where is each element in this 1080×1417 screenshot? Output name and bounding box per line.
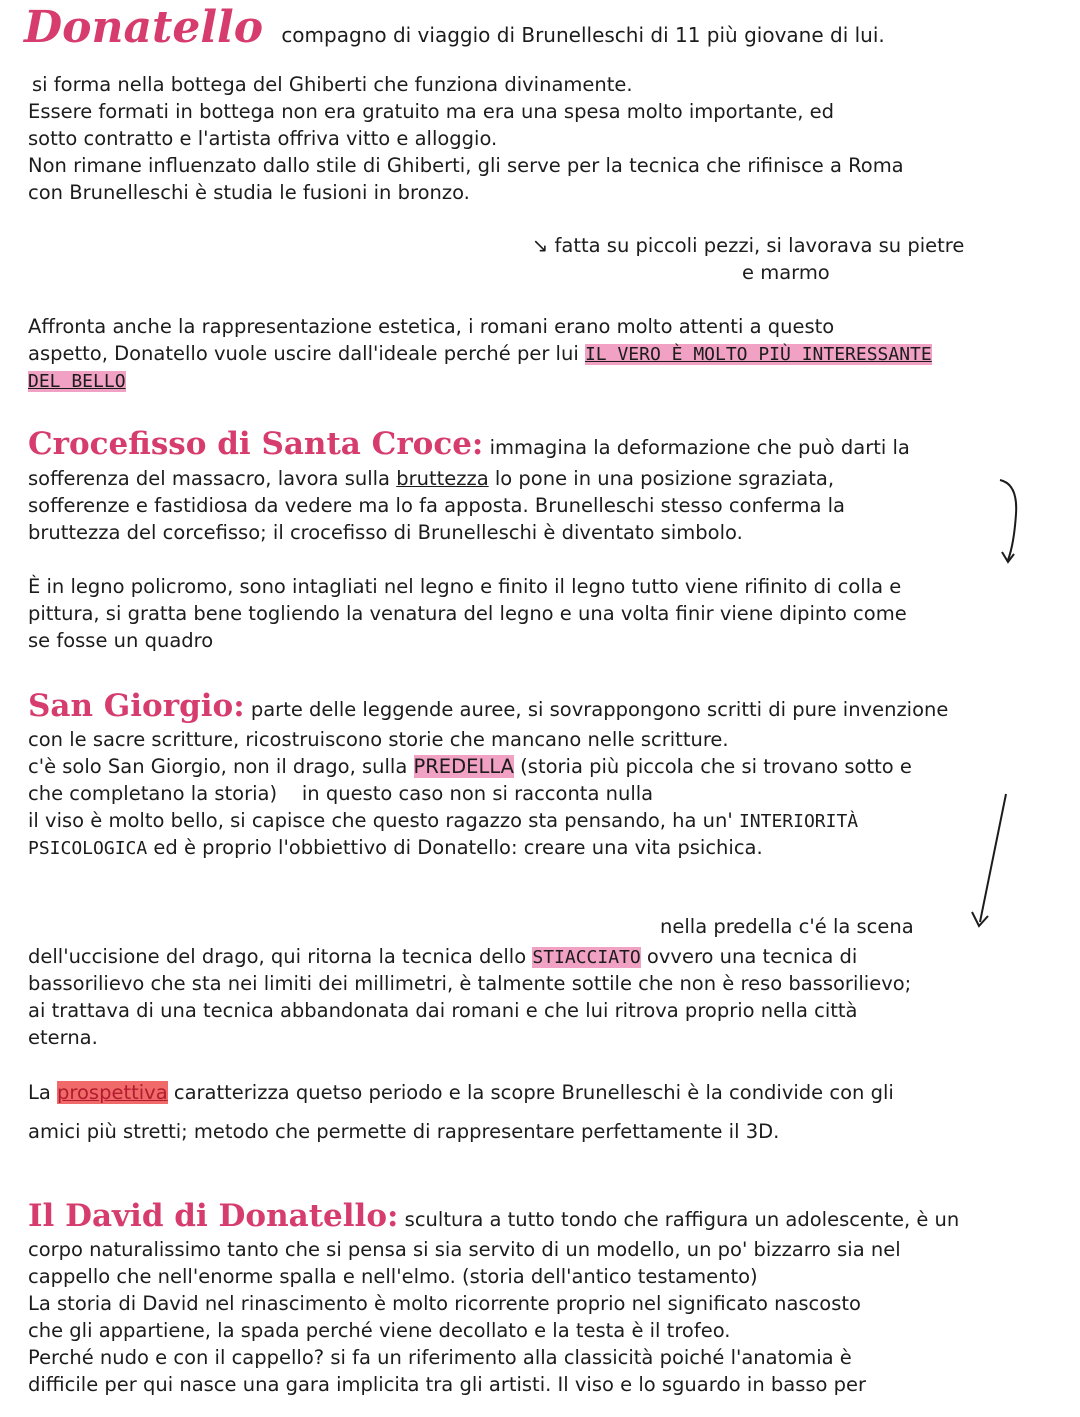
giorgio2-text1b: ovvero una tecnica di [640, 945, 858, 968]
crocefisso2-line2: pittura, si gratta bene togliendo la venatura del legno e una volta finir viene dipinto come [28, 602, 907, 625]
david-line2: corpo naturalissimo tanto che si pensa si sia servito di un modello, un po' bizzarro sia nel [28, 1238, 901, 1261]
page-title: Donatello [24, 2, 264, 53]
giorgio-line5 [28, 808, 1048, 836]
highlight-bello: DEL BELLO [28, 371, 126, 392]
highlight-prospettiva: prospettiva [57, 1081, 168, 1104]
crocefisso2-line3: se fosse un quadro [28, 629, 214, 652]
p1-line5: con Brunelleschi è studia le fusioni in bronzo. [28, 181, 470, 204]
david-heading-line [28, 1196, 1048, 1240]
crocefisso-heading-line [28, 424, 1048, 468]
crocefisso-text1: immagina la deformazione che può darti la [489, 436, 910, 459]
giorgio2-line3: ai trattava di una tecnica abbandonata dai romani e che lui ritrova proprio nella città [28, 999, 858, 1022]
p2-line3 [28, 368, 1048, 396]
title-line [24, 2, 1044, 54]
giorgio-line6 [28, 835, 1048, 863]
giorgio-text3b: (storia più piccola che si trovano sotto e [513, 755, 912, 778]
highlight-predella: PREDELLA [413, 755, 514, 778]
p2-line1: Affronta anche la rappresentazione estetica, i romani erano molto attenti a questo [28, 315, 835, 338]
p1-line1: si forma nella bottega del Ghiberti che funziona divinamente. [32, 73, 633, 96]
crocefisso-line4: bruttezza del corcefisso; il crocefisso di Brunelleschi è diventato simbolo. [28, 521, 743, 544]
david-line4: La storia di David nel rinascimento è molto ricorrente proprio nel significato nascosto [28, 1292, 861, 1315]
david-line7: difficile per qui nasce una gara implicita tra gli artisti. Il viso e lo sguardo in basso per [28, 1373, 867, 1396]
giorgio-heading: San Giorgio: [28, 688, 245, 724]
giorgio-line3 [28, 754, 1048, 781]
giorgio2-text1a: dell'uccisione del drago, qui ritorna la tecnica dello [28, 945, 533, 968]
p1-line3: sotto contratto e l'artista offriva vitto e alloggio. [28, 127, 498, 150]
highlight-vero: IL VERO È MOLTO PIÙ INTERESSANTE [584, 344, 932, 365]
crocefisso2-line1: È in legno policromo, sono intagliati nel legno e finito il legno tutto viene rifinito di colla e [28, 575, 902, 598]
david-heading: Il David di Donatello: [28, 1198, 399, 1234]
side-note-text1: fatta su piccoli pezzi, si lavorava su pietre [554, 234, 965, 257]
prospettiva-text-a: La [28, 1081, 58, 1104]
diagonal-arrow-icon [966, 790, 1016, 936]
prospettiva-text-b: caratterizza quetso periodo e la scopre Brunelleschi è la condivide con gli [167, 1081, 894, 1104]
giorgio-heading-line [28, 686, 1048, 730]
highlight-stiacciato: STIACCIATO [532, 947, 641, 968]
giorgio2-line4: eterna. [28, 1026, 98, 1049]
caps-psicologica: PSICOLOGICA [28, 838, 148, 859]
giorgio-side-note: nella predella c'é la scena [660, 915, 914, 938]
bracket-arrow-icon [996, 474, 1026, 566]
crocefisso-heading: Crocefisso di Santa Croce: [28, 426, 484, 462]
crocefisso-line2 [28, 466, 1048, 493]
crocefisso-text2a: sofferenza del massacro, lavora sulla [28, 467, 397, 490]
giorgio-text5a: il viso è molto bello, si capisce che questo ragazzo sta pensando, ha un' [28, 809, 739, 832]
p2-line2 [28, 341, 1048, 369]
david-text1: scultura a tutto tondo che raffigura un adolescente, è un [404, 1208, 960, 1231]
side-note-line1 [532, 233, 1052, 260]
giorgio-text3a: c'è solo San Giorgio, non il drago, sulla [28, 755, 414, 778]
caps-interiorita: INTERIORITÀ [738, 811, 859, 832]
p1-line2: Essere formati in bottega non era gratuito ma era una spesa molto importante, ed [28, 100, 834, 123]
giorgio-line4: che completano la storia) in questo caso non si racconta nulla [28, 782, 654, 805]
p2-text: aspetto, Donatello vuole uscire dall'ideale perché per lui [28, 342, 585, 365]
giorgio2-line2: bassorilievo che sta nei limiti dei millimetri, è talmente sottile che non è reso bassorilievo; [28, 972, 912, 995]
p1-line4: Non rimane influenzato dallo stile di Ghiberti, gli serve per la tecnica che rifinisce a Roma [28, 154, 904, 177]
prospettiva-line1 [28, 1080, 1048, 1107]
arrow-icon: ↘ [532, 234, 549, 257]
crocefisso-text2b: lo pone in una posizione sgraziata, [488, 467, 835, 490]
giorgio2-line1 [28, 944, 1048, 972]
intro-text: compagno di viaggio di Brunelleschi di 11 più giovane di lui. [281, 23, 885, 47]
giorgio-text6b: ed è proprio l'obbiettivo di Donatello: creare una vita psichica. [147, 836, 763, 859]
side-note-line2: e marmo [742, 261, 830, 284]
david-line5: che gli appartiene, la spada perché viene decollato e la testa è il trofeo. [28, 1319, 731, 1342]
giorgio-line2: con le sacre scritture, ricostruiscono storie che mancano nelle scritture. [28, 728, 729, 751]
crocefisso-line3: sofferenze e fastidiosa da vedere ma lo fa apposta. Brunelleschi stesso conferma la [28, 494, 845, 517]
underline-bruttezza: bruttezza [396, 467, 489, 490]
david-line6: Perché nudo e con il cappello? si fa un riferimento alla classicità poiché l'anatomia è [28, 1346, 852, 1369]
giorgio-text1: parte delle leggende auree, si sovrappongono scritti di pure invenzione [250, 698, 949, 721]
david-line3: cappello che nell'enorme spalla e nell'elmo. (storia dell'antico testamento) [28, 1265, 758, 1288]
prospettiva-line2: amici più stretti; metodo che permette di rappresentare perfettamente il 3D. [28, 1120, 780, 1143]
